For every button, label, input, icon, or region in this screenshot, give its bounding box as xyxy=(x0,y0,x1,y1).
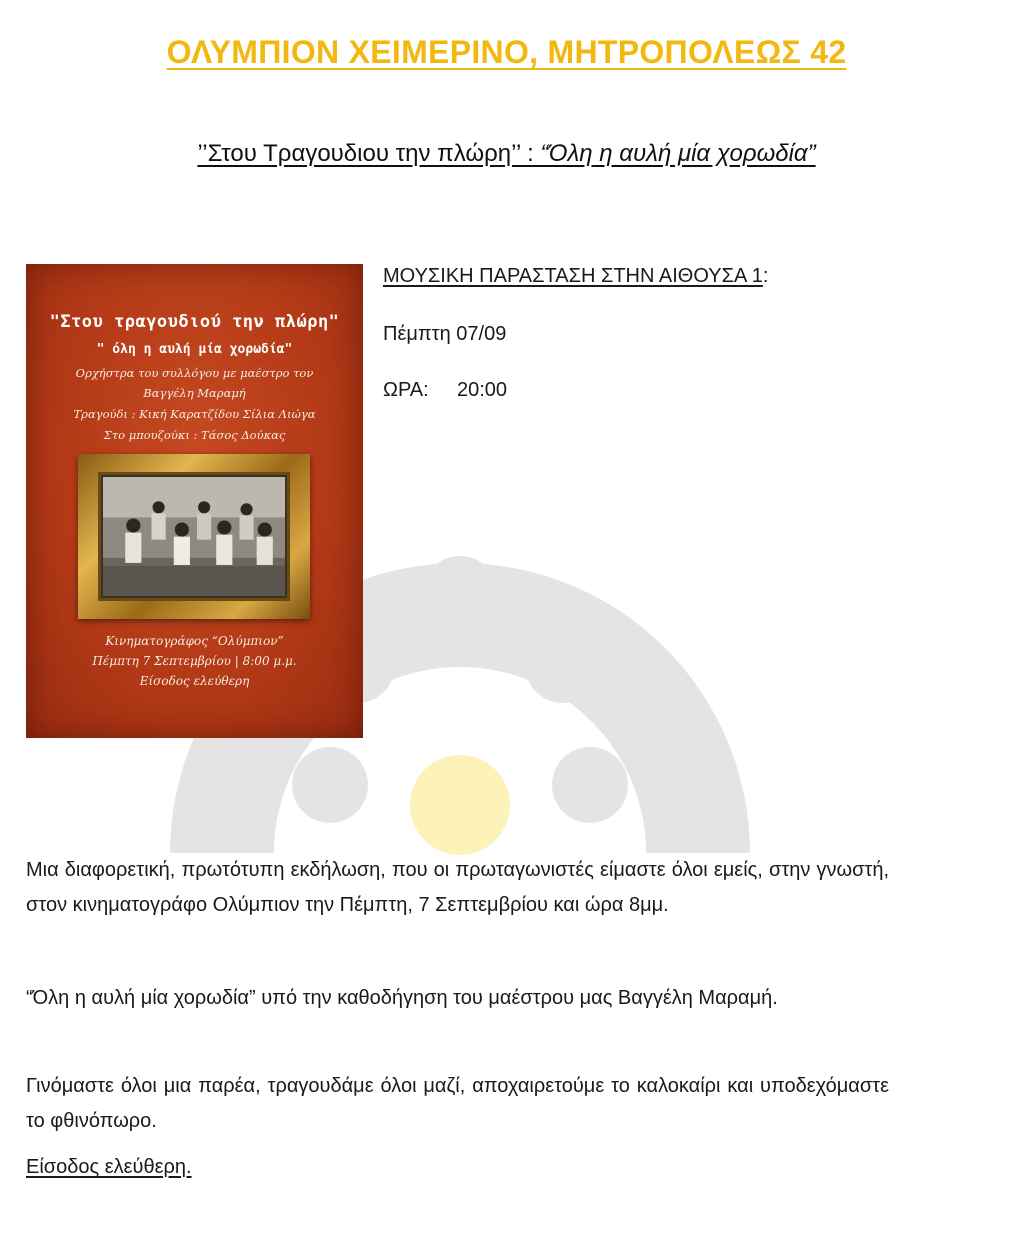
poster-line-orchestra: Ορχήστρα του συλλόγου με μαέστρο τον xyxy=(75,366,314,380)
reel-center xyxy=(410,755,510,855)
time-label: ΩΡΑ: xyxy=(383,379,429,401)
reel-hole xyxy=(525,627,601,703)
poster-footer-date: Πέμπτη 7 Σεπτεμβρίου | 8:00 μ.μ. xyxy=(92,654,297,668)
poster-footer-entry: Είσοδος ελεύθερη xyxy=(139,674,250,688)
poster-title: "Στου τραγουδιού την πλώρη" xyxy=(49,312,340,332)
event-heading xyxy=(383,265,768,288)
poster-line-bouzouki: Στο μπουζούκι : Τάσος Δούκας xyxy=(103,428,286,442)
reel-hole xyxy=(292,747,368,823)
band-photo xyxy=(103,477,285,596)
description-paragraph-2: “Όλη η αυλή μία χορωδία” υπό την καθοδήγηση του μαέστρου μας Βαγγέλη Μαραμή. xyxy=(26,987,778,1009)
event-date: Πέμπτη 07/09 xyxy=(383,323,507,345)
description-paragraph-1: Μια διαφορετική, πρωτότυπη εκδήλωση, που οι πρωταγωνιστές είμαστε όλοι εμείς, στην γνωστή, στον κινηματογράφο Ολύμπιον την Πέμπτη, 7 Σεπτεμβρίου και ώρα 8μμ. xyxy=(26,859,889,916)
event-title xyxy=(0,140,1013,168)
reel-hole xyxy=(422,556,498,632)
description-paragraph-3: Γινόμαστε όλοι μια παρέα, τραγουδάμε όλοι μαζί, αποχαιρετούμε το καλοκαίρι και υποδεχόμαστε το φθινόπωρο. xyxy=(26,1075,889,1132)
venue-heading xyxy=(0,34,1013,71)
event-title-main xyxy=(197,140,815,167)
event-poster xyxy=(26,264,363,738)
event-heading-text: ΜΟΥΣΙΚΗ ΠΑΡΑΣΤΑΣΗ ΣΤΗΝ ΑΙΘΟΥΣΑ 1 xyxy=(383,265,763,287)
poster-subtitle: " όλη η αυλή μία χορωδία" xyxy=(96,342,293,357)
picture-frame xyxy=(78,454,310,619)
event-heading-colon: : xyxy=(762,265,769,287)
event-time xyxy=(383,379,507,402)
free-entry-note: Είσοδος ελεύθερη. xyxy=(26,1156,192,1178)
title-separator: : xyxy=(520,140,541,167)
time-value: 20:00 xyxy=(457,379,508,401)
poster-footer-venue: Κινηματογράφος “Ολύμπιον” xyxy=(105,634,284,648)
poster-line-singers: Τραγούδι : Κική Καρατζίδου Σίλια Λιώγα xyxy=(73,407,316,421)
venue-text: ΟΛΥΜΠΙΟΝ ΧΕΙΜΕΡΙΝΟ, ΜΗΤΡΟΠΟΛΕΩΣ 42 xyxy=(166,34,847,70)
poster-line-maestro: Βαγγέλη Μαραμή xyxy=(143,386,246,400)
title-main-text: ’’Στου Τραγουδιου την πλώρη’’ xyxy=(197,140,521,167)
title-sub-text: “Όλη η αυλή μία χορωδία” xyxy=(540,140,816,167)
reel-hole xyxy=(552,747,628,823)
